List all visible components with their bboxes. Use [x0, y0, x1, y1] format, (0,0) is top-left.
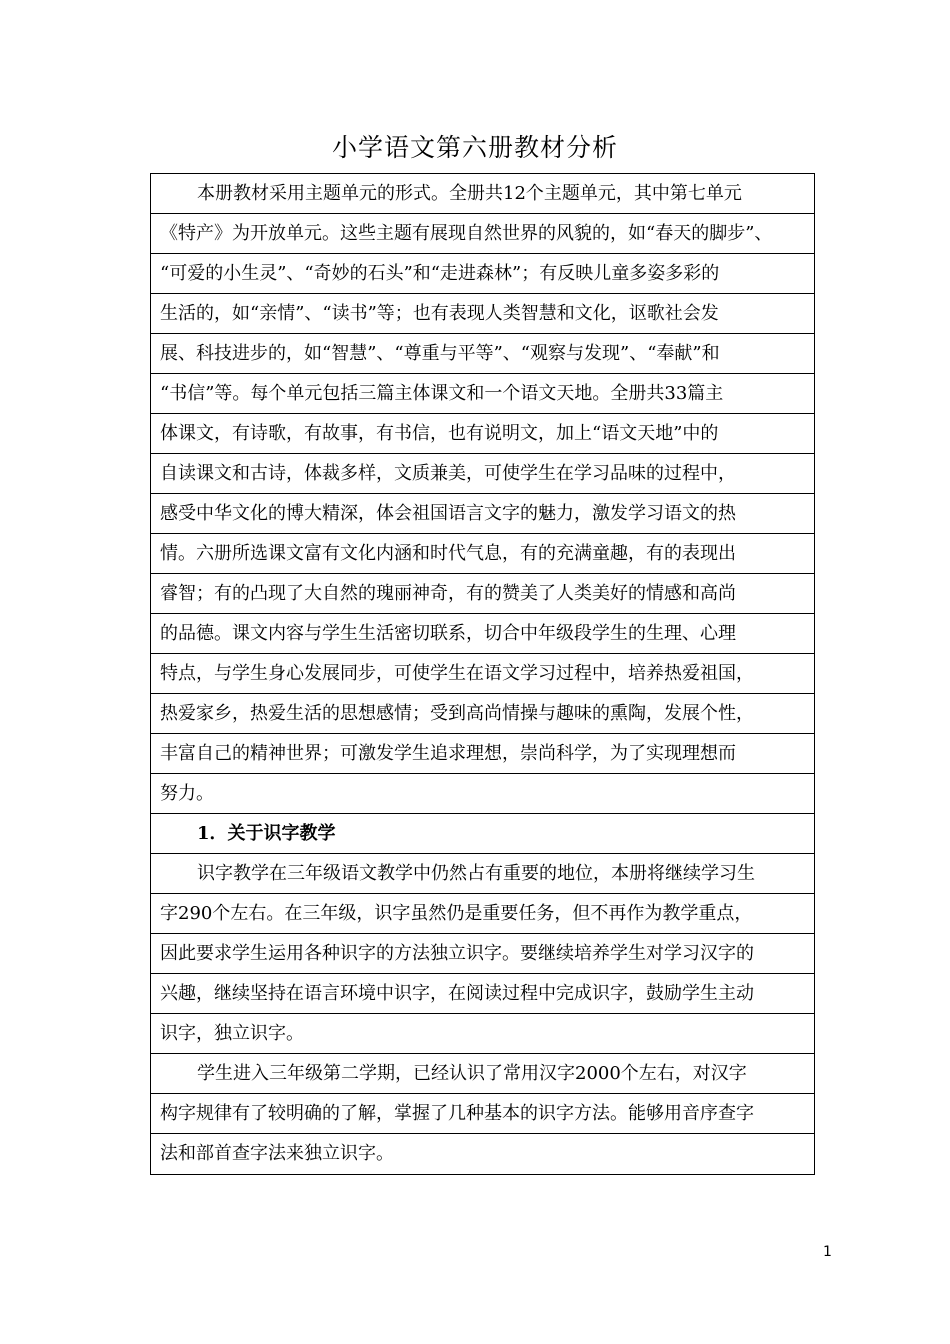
section-heading: 1．关于识字教学 [151, 814, 814, 854]
table-row: 丰富自己的精神世界；可激发学生追求理想，崇尚科学，为了实现理想而 [151, 734, 814, 774]
table-row: “可爱的小生灵”、“奇妙的石头”和“走进森林”；有反映儿童多姿多彩的 [151, 254, 814, 294]
table-row: 字290个左右。在三年级，识字虽然仍是重要任务，但不再作为教学重点， [151, 894, 814, 934]
table-row: 热爱家乡，热爱生活的思想感情；受到高尚情操与趣味的熏陶，发展个性， [151, 694, 814, 734]
table-row: 学生进入三年级第二学期，已经认识了常用汉字2000个左右，对汉字 [151, 1054, 814, 1094]
table-row: “书信”等。每个单元包括三篇主体课文和一个语文天地。全册共33篇主 [151, 374, 814, 414]
table-row: 识字教学在三年级语文教学中仍然占有重要的地位，本册将继续学习生 [151, 854, 814, 894]
table-row: 睿智；有的凸现了大自然的瑰丽神奇，有的赞美了人类美好的情感和高尚 [151, 574, 814, 614]
table-row: 的品德。课文内容与学生生活密切联系，切合中年级段学生的生理、心理 [151, 614, 814, 654]
table-row: 本册教材采用主题单元的形式。全册共12个主题单元，其中第七单元 [151, 174, 814, 214]
table-row: 努力。 [151, 774, 814, 814]
page-title: 小学语文第六册教材分析 [331, 133, 618, 162]
page-number: 1 [823, 1244, 832, 1260]
table-row: 特点，与学生身心发展同步，可使学生在语文学习过程中，培养热爱祖国， [151, 654, 814, 694]
table-row: 构字规律有了较明确的了解，掌握了几种基本的识字方法。能够用音序查字 [151, 1094, 814, 1134]
table-row: 生活的，如“亲情”、“读书”等；也有表现人类智慧和文化，讴歌社会发 [151, 294, 814, 334]
table-row: 展、科技进步的，如“智慧”、“尊重与平等”、“观察与发现”、“奉献”和 [151, 334, 814, 374]
table-row: 法和部首查字法来独立识字。 [151, 1134, 814, 1175]
table-row: 《特产》为开放单元。这些主题有展现自然世界的风貌的，如“春天的脚步”、 [151, 214, 814, 254]
table-row: 自读课文和古诗，体裁多样，文质兼美，可使学生在学习品味的过程中， [151, 454, 814, 494]
table-row: 兴趣，继续坚持在语言环境中识字，在阅读过程中完成识字，鼓励学生主动 [151, 974, 814, 1014]
content-table [150, 173, 815, 1175]
table-row: 情。六册所选课文富有文化内涵和时代气息，有的充满童趣，有的表现出 [151, 534, 814, 574]
table-row: 识字，独立识字。 [151, 1014, 814, 1054]
table-row: 体课文，有诗歌，有故事，有书信，也有说明文，加上“语文天地”中的 [151, 414, 814, 454]
table-row: 因此要求学生运用各种识字的方法独立识字。要继续培养学生对学习汉字的 [151, 934, 814, 974]
table-row: 感受中华文化的博大精深，体会祖国语言文字的魅力，激发学习语文的热 [151, 494, 814, 534]
